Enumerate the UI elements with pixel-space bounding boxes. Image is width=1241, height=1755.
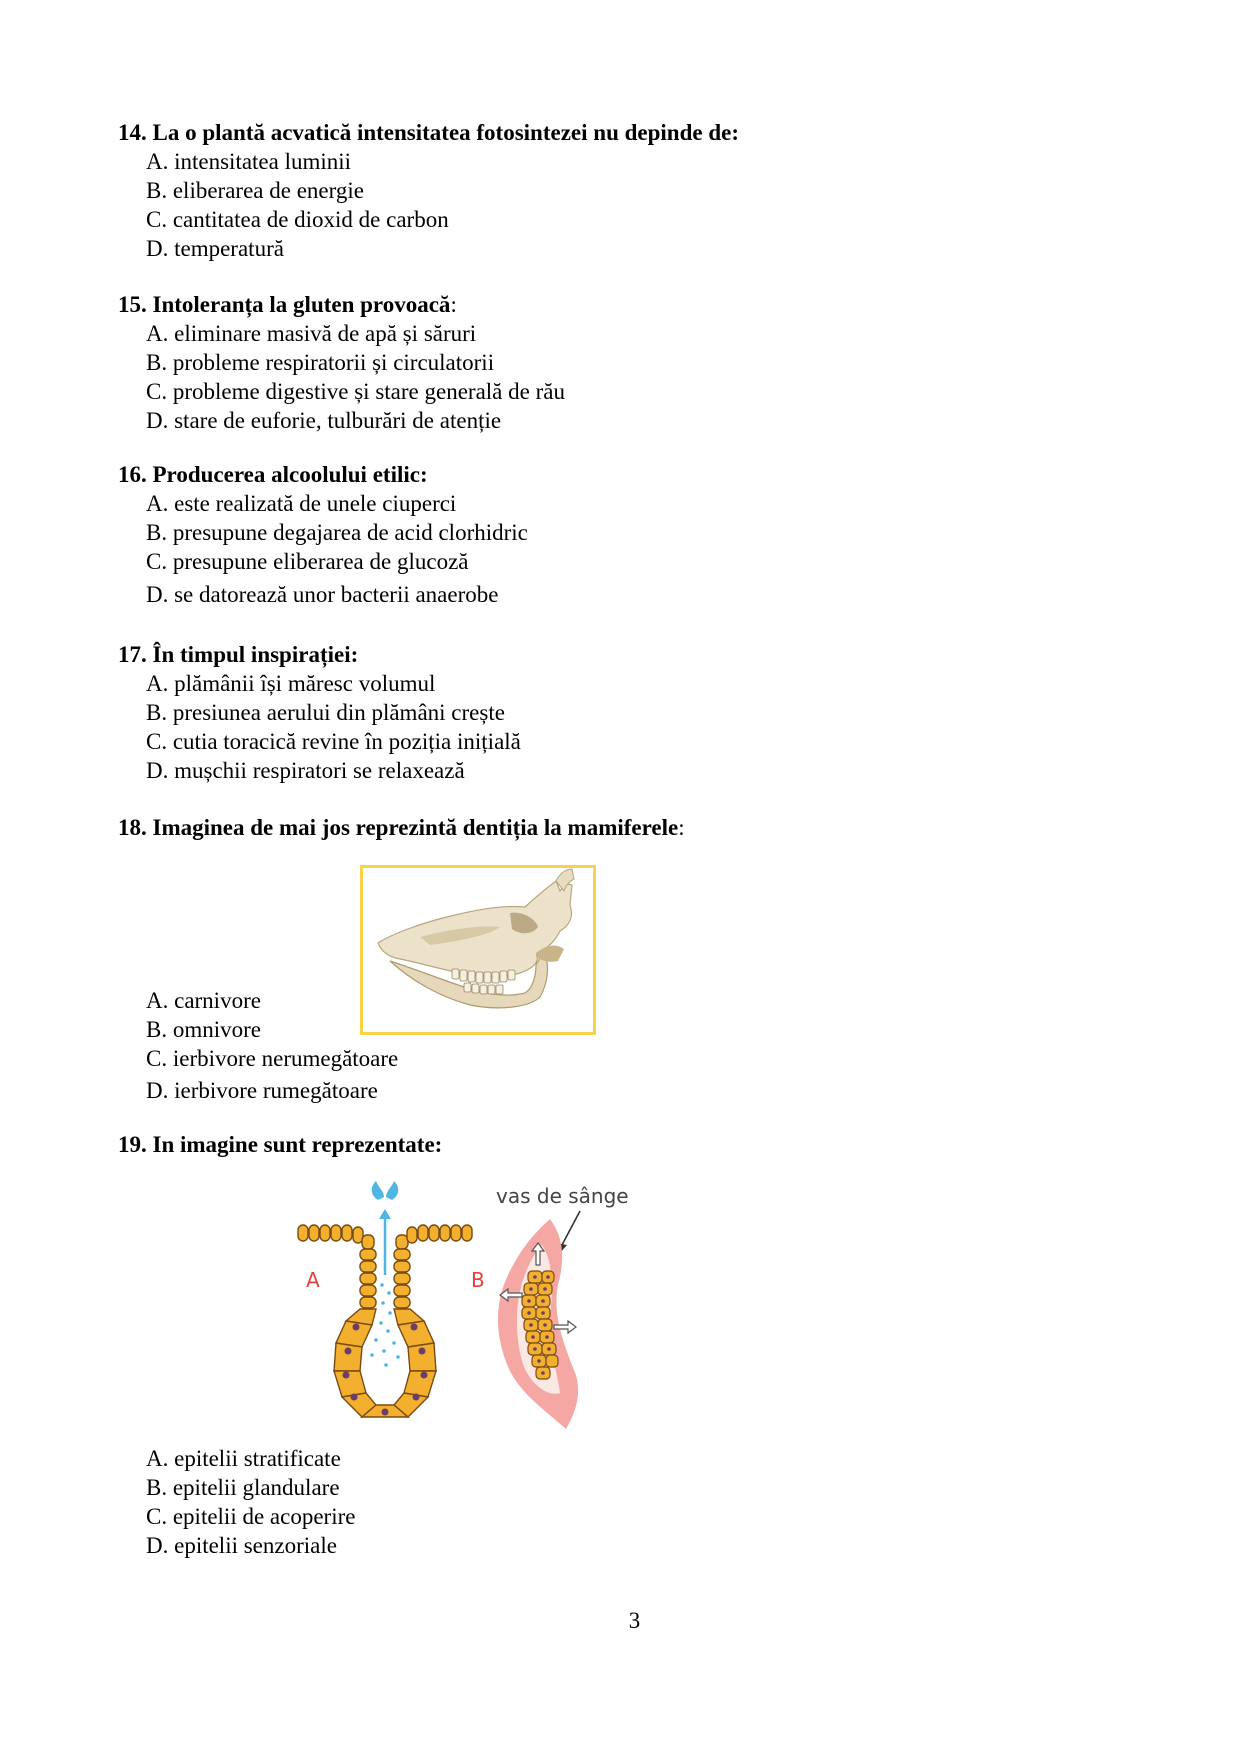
option-b: B. presupune degajarea de acid clorhidric [146, 520, 528, 545]
option-a: A. epitelii stratificate [146, 1446, 341, 1471]
option-b: B. epitelii glandulare [146, 1475, 340, 1500]
option-d: D. epitelii senzoriale [146, 1533, 337, 1558]
gland-b-drawing [471, 1184, 629, 1429]
option-a: A. intensitatea luminii [146, 149, 352, 174]
option-c: C. probleme digestive și stare generală de rău [146, 379, 565, 404]
question-14 [118, 118, 739, 263]
option-d: D. mușchii respiratori se relaxează [146, 758, 465, 783]
option-d: D. se datorează unor bacterii anaerobe [146, 582, 499, 607]
question-title: 19. In imagine sunt reprezentate: [118, 1132, 443, 1157]
option-b: B. eliberarea de energie [146, 178, 364, 203]
option-b: B. omnivore [146, 1017, 261, 1042]
question-title-colon: : [678, 815, 685, 840]
option-d: D. temperatură [146, 236, 284, 261]
question-19-options [118, 1444, 355, 1560]
option-a: A. eliminare masivă de apă și săruri [146, 321, 477, 346]
figure-label-b: B [471, 1268, 485, 1292]
question-title [118, 813, 685, 842]
question-title-text: 18. Imaginea de mai jos reprezintă dentiția la mamiferele [118, 815, 679, 840]
question-18 [118, 813, 685, 842]
option-d: D. stare de euforie, tulburări de atenție [146, 408, 502, 433]
option-c: C. epitelii de acoperire [146, 1504, 356, 1529]
figure-label-a: A [306, 1268, 320, 1292]
question-17 [118, 640, 521, 785]
question-title: 14. La o plantă acvatică intensitatea fotosintezei nu depinde de: [118, 120, 739, 145]
skull-image [360, 865, 596, 1035]
option-c: C. ierbivore nerumegătoare [146, 1046, 399, 1071]
option-c: C. cutia toracică revine în poziția inițială [146, 729, 521, 754]
question-15 [118, 290, 565, 435]
question-title-text: 15. Intoleranța la gluten provoacă [118, 292, 451, 317]
question-18-options [118, 986, 398, 1105]
gland-a-drawing [298, 1181, 472, 1417]
option-a: A. este realizată de unele ciuperci [146, 491, 457, 516]
option-c: C. cantitatea de dioxid de carbon [146, 207, 449, 232]
question-title [118, 290, 565, 319]
question-title: 17. În timpul inspirației: [118, 642, 359, 667]
page-number: 3 [628, 1608, 641, 1633]
option-d: D. ierbivore rumegătoare [146, 1078, 378, 1103]
question-19 [118, 1130, 442, 1159]
option-a: A. carnivore [146, 988, 261, 1013]
option-c: C. presupune eliberarea de glucoză [146, 549, 469, 574]
vessel-label: vas de sânge [496, 1184, 629, 1208]
question-16 [118, 460, 528, 609]
epithelia-figure [296, 1175, 641, 1445]
option-b: B. probleme respiratorii și circulatorii [146, 350, 495, 375]
question-title-colon: : [450, 292, 457, 317]
option-b: B. presiunea aerului din plămâni crește [146, 700, 505, 725]
question-title: 16. Producerea alcoolului etilic: [118, 462, 428, 487]
option-a: A. plămânii își măresc volumul [146, 671, 436, 696]
